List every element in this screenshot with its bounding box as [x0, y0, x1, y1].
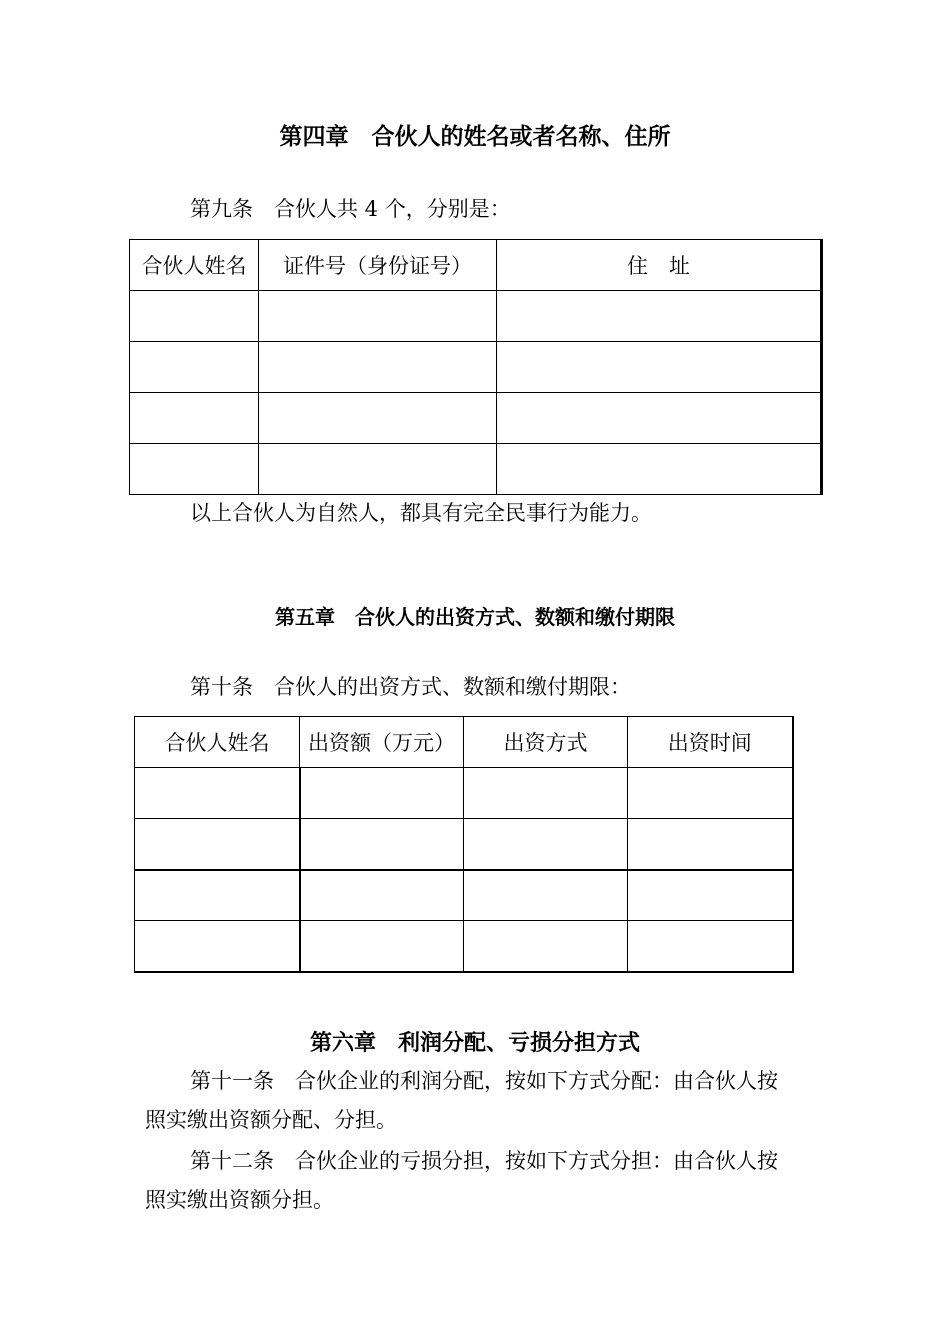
- header-address: 住 址: [497, 240, 822, 291]
- partners-table: [129, 239, 823, 495]
- table-row: [135, 768, 793, 819]
- article-10-text: 第十条 合伙人的出资方式、数额和缴付期限：: [190, 675, 631, 699]
- table-cell[interactable]: [259, 291, 497, 342]
- table-header-row: [130, 240, 822, 291]
- table-cell[interactable]: [628, 768, 793, 819]
- table-cell[interactable]: [130, 444, 259, 495]
- table-cell[interactable]: [300, 870, 464, 921]
- article-11-line-1: 第十一条 合伙企业的利润分配，按如下方式分配：由合伙人按: [190, 1069, 778, 1093]
- table-cell[interactable]: [464, 921, 628, 972]
- table-row: [135, 819, 793, 870]
- table-cell[interactable]: [300, 819, 464, 870]
- table-cell[interactable]: [628, 870, 793, 921]
- header-contribution-amount: 出资额（万元）: [300, 717, 464, 768]
- natural-persons-note: 以上合伙人为自然人，都具有完全民事行为能力。: [190, 501, 652, 525]
- table-cell[interactable]: [628, 921, 793, 972]
- table-cell[interactable]: [130, 393, 259, 444]
- table-cell[interactable]: [497, 342, 822, 393]
- article-9-text: 第九条 合伙人共 4 个，分别是：: [190, 197, 511, 221]
- table-cell[interactable]: [135, 921, 300, 972]
- table-cell[interactable]: [497, 393, 822, 444]
- table-cell[interactable]: [464, 819, 628, 870]
- table-cell[interactable]: [259, 393, 497, 444]
- article-12-line-1: 第十二条 合伙企业的亏损分担，按如下方式分担：由合伙人按: [190, 1149, 778, 1173]
- table-cell[interactable]: [464, 768, 628, 819]
- table-cell[interactable]: [135, 768, 300, 819]
- chapter-5-title: 第五章 合伙人的出资方式、数额和缴付期限: [275, 605, 675, 629]
- table-row: [130, 393, 822, 444]
- chapter-4-title: 第四章 合伙人的姓名或者名称、住所: [279, 124, 671, 150]
- header-id-number: 证件号（身份证号）: [259, 240, 497, 291]
- header-contribution-method: 出资方式: [464, 717, 628, 768]
- table-cell[interactable]: [259, 444, 497, 495]
- header-partner-name: 合伙人姓名: [130, 240, 259, 291]
- header-contribution-time: 出资时间: [628, 717, 793, 768]
- table-cell[interactable]: [300, 921, 464, 972]
- table-cell[interactable]: [497, 444, 822, 495]
- table-row: [135, 870, 793, 921]
- table-cell[interactable]: [259, 342, 497, 393]
- table-header-row: [135, 717, 793, 768]
- table-cell[interactable]: [130, 291, 259, 342]
- chapter-6-title: 第六章 利润分配、亏损分担方式: [309, 1031, 640, 1056]
- table-cell[interactable]: [300, 768, 464, 819]
- table-cell[interactable]: [130, 342, 259, 393]
- table-cell[interactable]: [135, 819, 300, 870]
- table-row: [130, 444, 822, 495]
- table-row: [130, 342, 822, 393]
- table-cell[interactable]: [135, 870, 300, 921]
- contributions-table: [134, 716, 794, 973]
- table-row: [130, 291, 822, 342]
- article-11-line-2: 照实缴出资额分配、分担。: [145, 1108, 397, 1132]
- table-row: [135, 921, 793, 972]
- header-partner-name: 合伙人姓名: [135, 717, 300, 768]
- table-cell[interactable]: [464, 870, 628, 921]
- article-12-line-2: 照实缴出资额分担。: [145, 1188, 334, 1212]
- table-cell[interactable]: [628, 819, 793, 870]
- table-cell[interactable]: [497, 291, 822, 342]
